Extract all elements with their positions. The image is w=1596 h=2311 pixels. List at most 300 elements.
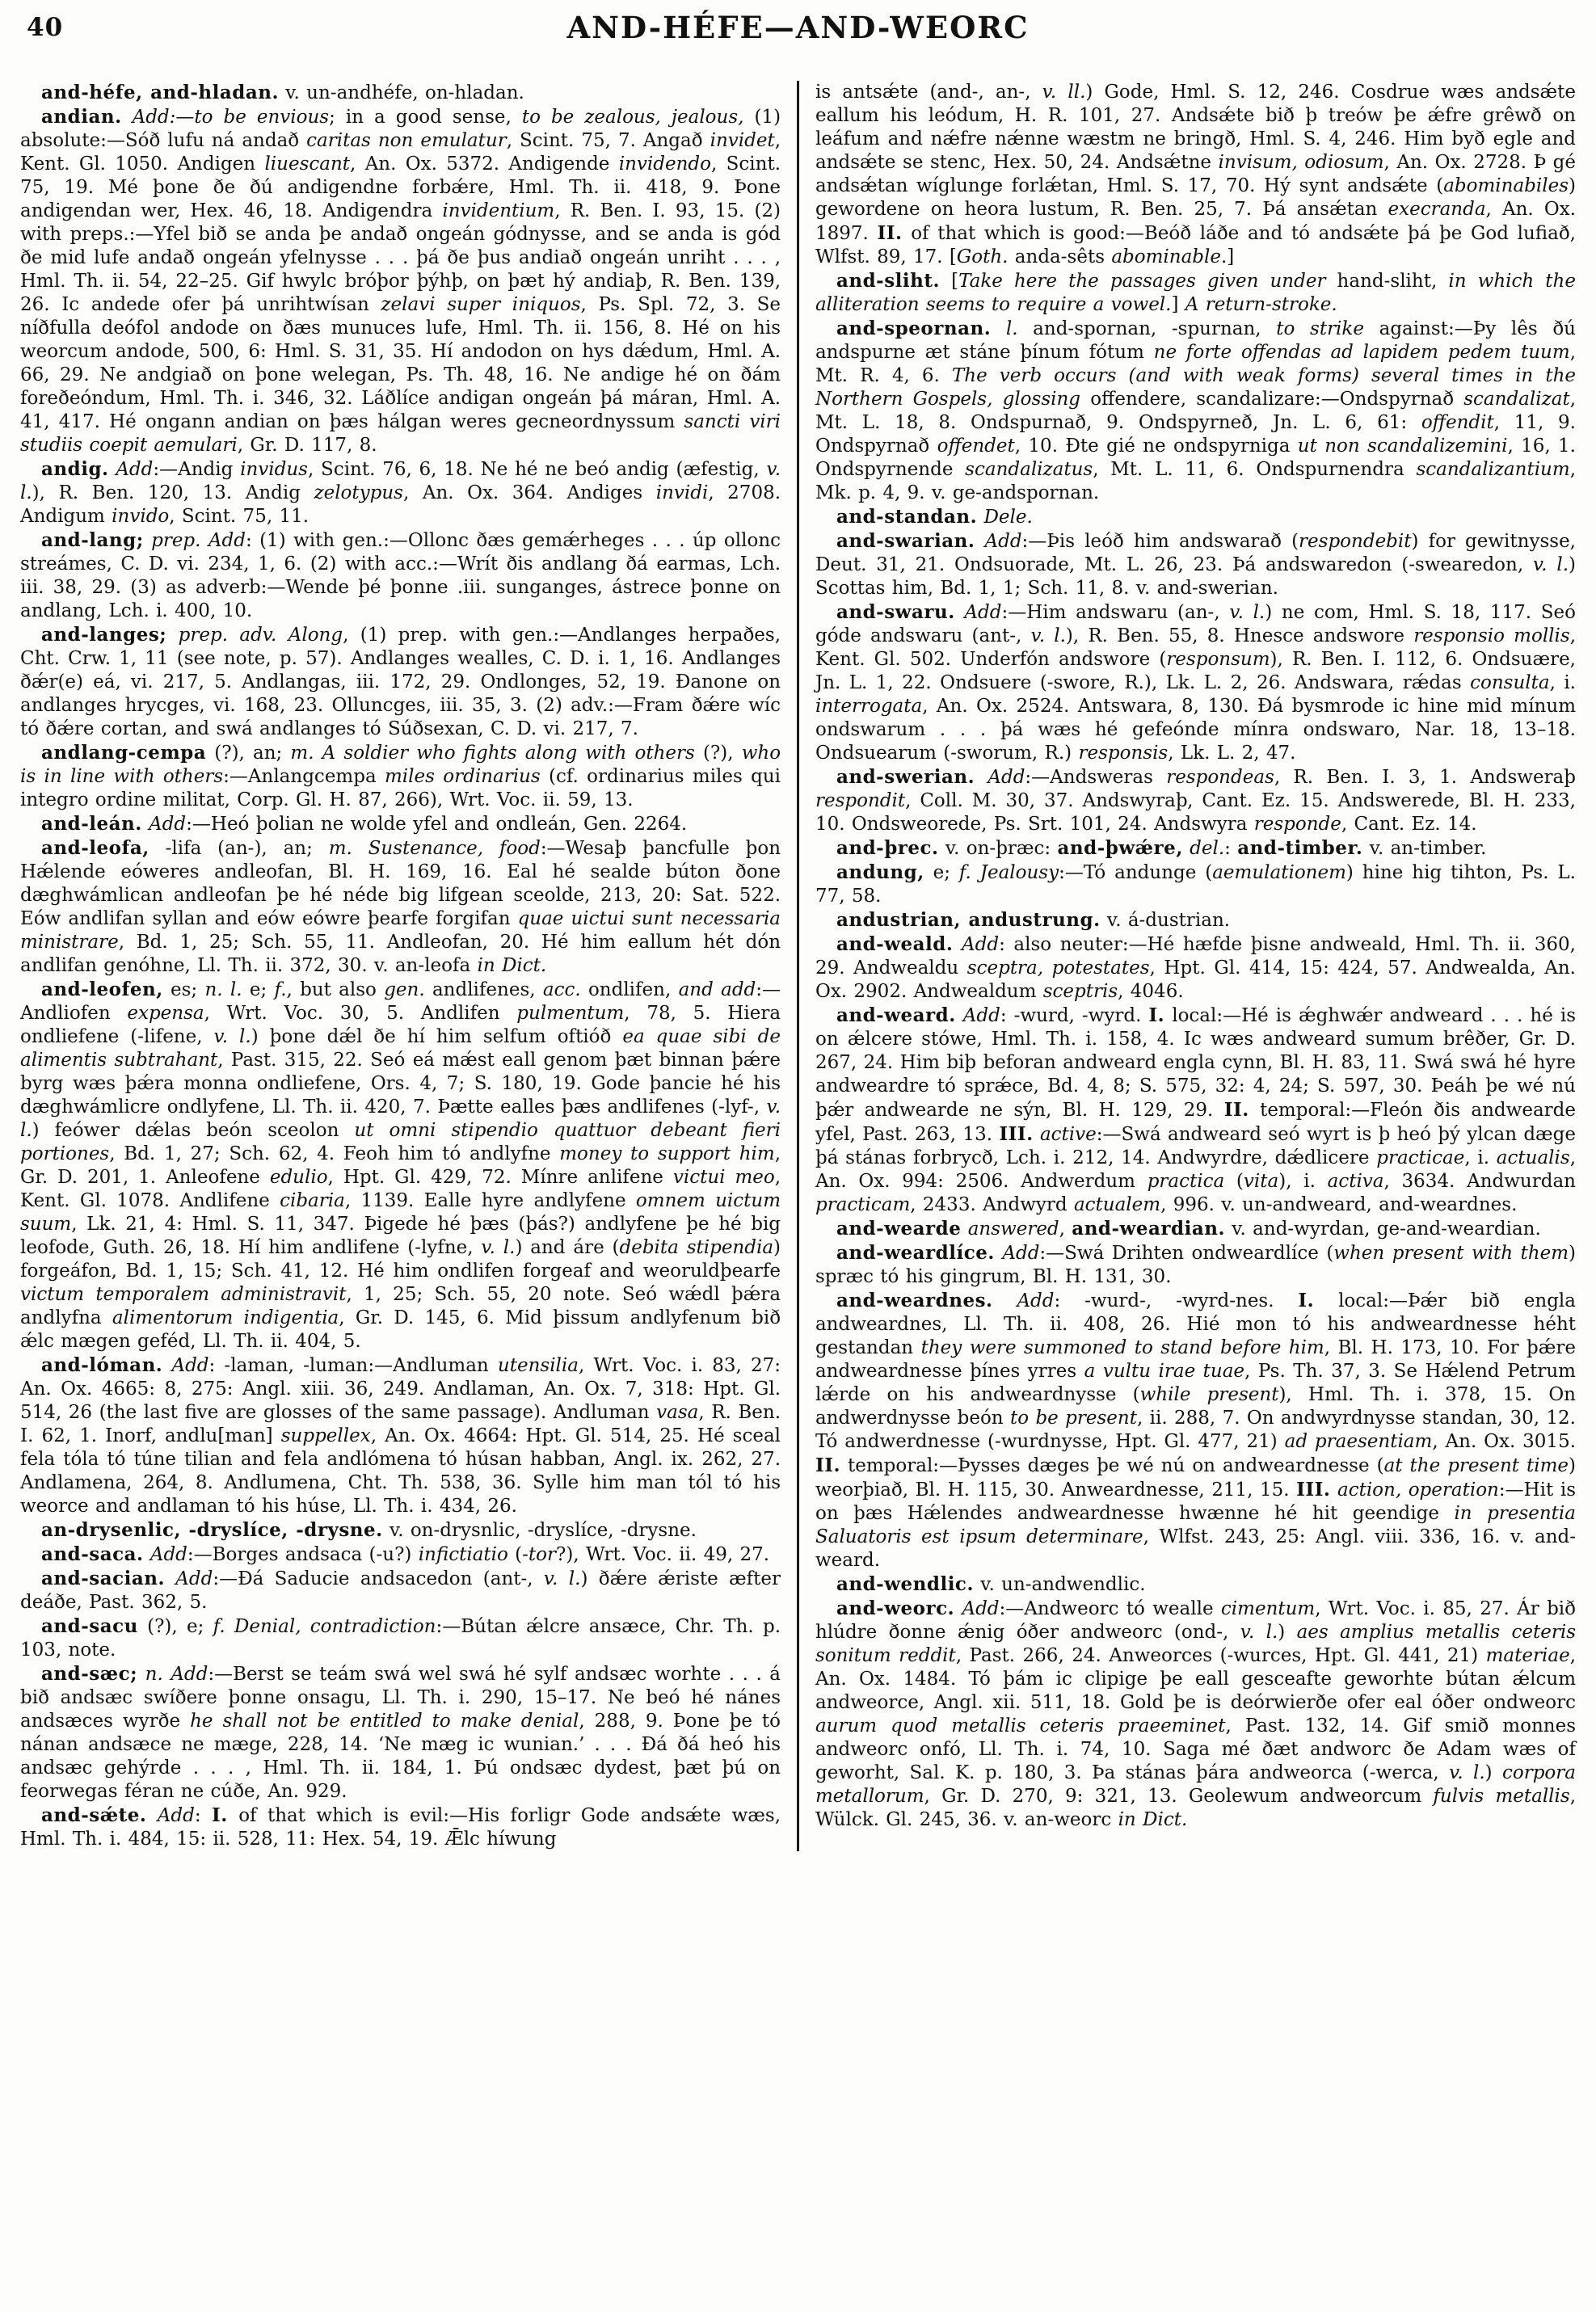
entry-italic-text: and add (678, 979, 756, 1000)
entry-italic-text: v. l. (1449, 1762, 1485, 1783)
entry-italic-text: ut non scandalizemini (1297, 436, 1508, 457)
entry-text: andlifenes, (424, 979, 543, 1000)
dictionary-entry (20, 623, 781, 741)
entry-headword: and-sacian. (41, 1568, 165, 1589)
entry-headword: I. (1148, 1004, 1165, 1026)
entry-italic-text: pulmentum (516, 1003, 625, 1024)
entry-italic-text: respondeas (1166, 767, 1274, 788)
entry-italic-text: Take here the passages given under (958, 271, 1326, 292)
entry-headword: II. (877, 222, 903, 244)
entry-headword: I. (1298, 1290, 1315, 1311)
entry-text: v. un-andhéfe, on-hladan. (278, 82, 524, 103)
entry-text: (?), (694, 743, 742, 764)
entry-italic-text: utensilia (497, 1355, 579, 1376)
entry-italic-text: corpora metallorum (815, 1762, 1576, 1807)
entry-text: , Past. 132, 14. Gif smið monnes andweorc onfó, Ll. Th. i. 74, 10. Saga mé ðæt andworc ðe Adam wæs of geworht, Sal. K. p. 180, 3. Þa stánas þára andweorca (-werca, (815, 1715, 1577, 1783)
page-header (20, 8, 1576, 63)
entry-italic-text: edulio (269, 1167, 328, 1188)
dictionary-entry (815, 529, 1576, 600)
entry-italic-text: while present (1139, 1384, 1279, 1405)
entry-headword: and-swerian. (836, 766, 975, 788)
entry-italic-text: Add (975, 531, 1022, 552)
entry-text: v. and-wyrdan, ge-and-weardian. (1224, 1219, 1541, 1240)
entry-text: (1) absolute:—Sóð lufu ná andað (20, 107, 781, 151)
entry-text: , 16, 1. Ondspyrnende (815, 436, 1576, 480)
entry-italic-text: Goth. (956, 246, 1009, 267)
entry-text: , Ps. Th. 37, 3. Se Hǽlend Petrum lǽrde on his andweardnysse ( (815, 1361, 1576, 1405)
entry-text: ( (507, 1544, 523, 1565)
entry-italic-text: activa (1327, 1171, 1384, 1192)
dictionary-entry (20, 457, 781, 528)
entry-text: , Scint. 75, 19. Mé þone ðe ðú andigendne forbǽre, Hml. Th. ii. 418, 9. Þone andigendan wer, Hex. 46, 18. Andigendra (20, 154, 781, 221)
entry-italic-text: Add (953, 934, 1000, 955)
entry-text: , Wrt. Voc. i. 83, 27: An. Ox. 4665: 8, 275: Angl. xiii. 36, 249. Andlaman, An. Ox. 7, 318: Hpt. Gl. 514, 26 (the last five are glosses of the same passage). Andluman (20, 1355, 781, 1423)
entry-italic-text: at the present time (1383, 1455, 1569, 1476)
dictionary-entry (20, 1518, 781, 1543)
entry-italic-text: vasa (656, 1402, 699, 1423)
dictionary-entry (815, 600, 1576, 765)
entry-italic-text: practica (1147, 1171, 1225, 1192)
entry-text: (cf. ordinarius miles qui integro ordine militat, Corp. Gl. H. 87, 266), Wrt. Voc. ii. 59, 13. (20, 766, 781, 810)
right-column (799, 81, 1576, 1851)
entry-text: ) hine hig tihton, Ps. L. 77, 58. (815, 862, 1576, 907)
dictionary-entry (815, 81, 1576, 269)
entry-text: against:—Þy lês ðú andspurne æt stáne þínum fótum (815, 318, 1576, 363)
entry-text: , Kent. Gl. 502. Underfón andswore ( (815, 625, 1577, 670)
entry-headword: and-þrec. (836, 837, 939, 859)
entry-italic-text: v. l. (213, 1026, 251, 1047)
entry-italic-text: Add (954, 1598, 1000, 1619)
entry-italic-text: money to support him (559, 1143, 775, 1164)
entry-text: : also neuter:—Hé hæfde þisne andweald, Hml. Th. ii. 360, 29. Andwealdu (815, 934, 1576, 979)
entry-italic-text: when present with them (1333, 1243, 1569, 1264)
dictionary-entry (20, 812, 781, 836)
dictionary-entry (815, 765, 1576, 836)
entry-text: ) gewordene on heora lustum, R. Ben. 25, 7. Þá ansǽtan (815, 175, 1576, 220)
entry-text: local:—Hé is ǽghwǽr andweard . . . hé is on ǽlcere stówe, Hml. Th. i. 158, 4. Ic wæs andweard sumum brêðer, Gr. D. 267, 24. Him biþ beforan andweard engla cynn, Bl. H. 83, 11. Swá swá hé hyre andweardre tó sprǽce, Bd. 4, 8; S. 575, 32: 4, 24; S. 597, 30. Þeáh þe wé nú þǽr andwearde ne sýn, Bl. H. 129, 29. (815, 1005, 1576, 1121)
entry-text: , Wrt. Voc. 30, 5. Andlifen (204, 1003, 517, 1024)
entry-italic-text: invidentium (442, 200, 555, 221)
dictionary-entry (815, 836, 1576, 861)
entry-text: :—Him andswaru (an-, (1001, 602, 1230, 623)
entry-headword: and-sǽte. (41, 1804, 147, 1826)
entry-headword: and-langes; (41, 624, 167, 646)
dictionary-entry (20, 741, 781, 812)
entry-text: , Scint. 76, 6, 18. Ne hé ne beó andig (æfestig, (307, 459, 767, 480)
entry-text: , (1059, 1219, 1072, 1240)
dictionary-entry (20, 81, 781, 105)
entry-text: , 2433. Andwyrd (910, 1194, 1074, 1215)
entry-italic-text: offendit (1421, 412, 1494, 433)
entry-headword: and-þwǽre, (1057, 837, 1183, 859)
entry-text: , Gr. D. 201, 1. Anleofene (20, 1143, 781, 1188)
entry-text: v. an-timber. (1362, 838, 1487, 859)
entry-text: : -wurd-, -wyrd-nes. (1054, 1290, 1299, 1311)
entry-headword: and-weard. (836, 1004, 956, 1026)
entry-text: es; (162, 979, 205, 1000)
entry-text: ), Hml. Th. i. 378, 15. On andwerdnysse beón (815, 1384, 1576, 1429)
dictionary-entry (815, 1004, 1576, 1217)
dictionary-entry (20, 978, 781, 1353)
entry-italic-text: f. Jealousy (958, 862, 1059, 883)
entry-italic-text: v. l. (1532, 554, 1569, 575)
dictionary-entry (815, 1241, 1576, 1289)
entry-text: , An. Ox. 5372. Andigende (350, 154, 619, 175)
dictionary-entry (20, 1353, 781, 1518)
dictionary-entry (20, 836, 781, 978)
entry-text: : (194, 1805, 213, 1826)
entry-headword: and-weorc. (836, 1597, 955, 1619)
entry-headword: and-weardnes. (836, 1290, 993, 1311)
entry-text: offendere, scandalizare:—Ondspyrnað (1080, 389, 1464, 410)
entry-headword: and-swarian. (836, 530, 975, 552)
entry-text: , Mt. L. 11, 6. Ondspurnendra (1093, 459, 1417, 480)
entry-text: ( (1224, 1171, 1244, 1192)
entry-text: , An. Ox. 1897. (815, 199, 1577, 244)
entry-italic-text: to be zealous, jealous, (521, 107, 744, 128)
entry-italic-text: prep. adv. Along (166, 625, 343, 646)
entry-headword: I. (212, 1804, 228, 1826)
dictionary-entry (20, 105, 781, 457)
entry-italic-text: m. Sustenance, food (328, 838, 541, 859)
entry-italic-text: to be present (1009, 1408, 1137, 1429)
entry-headword: and-weald. (836, 933, 954, 955)
entry-text: , 10. Ðte gié ne ondspyrniga (1014, 436, 1298, 457)
entry-text: :—Andliofen (20, 979, 781, 1024)
entry-text: -lifa (an-), an; (149, 838, 329, 859)
entry-text: ) þone dǽl ðe hí him selfum oftióð (251, 1026, 623, 1047)
page-number: 40 (27, 13, 64, 42)
entry-italic-text: f. Denial, contradiction (213, 1616, 436, 1637)
entry-headword: and-speornan. (836, 318, 992, 339)
entry-text: :—Tó andunge ( (1059, 862, 1213, 883)
entry-italic-text: active (1033, 1124, 1097, 1145)
entry-italic-text: quae uictui sunt necessaria ministrare (20, 908, 781, 953)
entry-text: , Wrt. Voc. i. 85, 27. Ár bið hlúdre ðonne ǽnig óðer andweorc (ond-, (815, 1598, 1576, 1643)
entry-text: , Scint. 75, 11. (169, 506, 310, 527)
entry-text: — (175, 107, 195, 128)
page-title: AND-HÉFE—AND-WEORC (566, 10, 1030, 45)
entry-italic-text: f. (274, 979, 287, 1000)
entry-italic-text: ea quae sibi de alimentis subtrahant (20, 1026, 781, 1071)
entry-italic-text: action, operation (1330, 1480, 1499, 1501)
dictionary-entry (815, 1597, 1576, 1832)
entry-italic-text: Add (146, 1805, 195, 1826)
entry-italic-text: expensa (127, 1003, 204, 1024)
entry-italic-text: offendet (937, 436, 1015, 457)
entry-text: , An. Ox. 3015. (1432, 1431, 1577, 1452)
entry-text: :—Swá Drihten ondweardlíce ( (1039, 1243, 1334, 1264)
entry-italic-text: abominabiles (1443, 175, 1569, 196)
entry-italic-text: del. (1182, 838, 1225, 859)
entry-italic-text: v. ll. (1042, 82, 1086, 103)
dictionary-entry (815, 1217, 1576, 1241)
entry-text: , Hpt. Gl. 429, 72. Mínre anlifene (327, 1167, 673, 1188)
entry-italic-text: ne forte offendas ad lapidem pedem tuum (1153, 342, 1570, 363)
entry-text: , R. Ben. I. 93, 15. (2) with preps.:—Yfel bið se anda þe andað ongeán gódnysse, and se anda is gód ðe mid lufe andað ongeán yfelnysse . . . þá ðe þus andiað ongeán unriht . . . , Hml. Th. ii. 54, 22–25. Gif hwylc bróþor þýhþ, on þæt hý andiaþ, R. Ben. 139, 26. Ic andede ofer þá unrihtwísan (20, 200, 781, 315)
entry-headword: and-leofen, (41, 979, 163, 1000)
entry-headword: and-sacu (41, 1615, 138, 1637)
entry-italic-text: respondebit (1299, 531, 1412, 552)
entry-italic-text: responsum (1166, 649, 1270, 670)
dictionary-entry (20, 1614, 781, 1662)
entry-text: and-spornan, -spurnan, (1017, 318, 1277, 339)
entry-italic-text: aes amplius metallis ceteris sonitum reddit (815, 1622, 1576, 1666)
entry-italic-text: Add (164, 1568, 213, 1589)
entry-text: :—Heó þolian ne wolde yfel and ondleán, Gen. 2264. (186, 814, 688, 835)
entry-italic-text: m. A soldier who fights along with others (290, 743, 695, 764)
dictionary-entry (20, 1567, 781, 1614)
entry-text: , Lk. L. 2, 47. (1168, 743, 1296, 764)
entry-italic-text: practicam (815, 1194, 911, 1215)
entry-italic-text: caritas non emulatur (306, 130, 507, 151)
entry-italic-text: to strike (1276, 318, 1364, 339)
entry-text: :—Ðá Saducie andsacedon (ant-, (213, 1568, 544, 1589)
entry-italic-text: invidendo (618, 154, 712, 175)
entry-text: v. un-andwendlic. (973, 1574, 1146, 1595)
entry-text: :—Andweorc tó wealle (999, 1598, 1221, 1619)
entry-text: , Gr. D. 117, 8. (237, 435, 377, 456)
entry-text: , 288, 9. Þone þe tó nánan andsæce ne mæge, 228, 14. ‘Ne mæg ic wunian.’ . . . Ðá ðá heó his andsæc gehýrde . . . , Hml. Th. ii. 184, 1. Þú ondsæc dydest, þæt þú on feorwegas féran ne cúðe, An. 929. (20, 1711, 781, 1802)
entry-text: , 1, 25; Sch. 55, 20 note. Seó wǽdl þǽra andlyfna (20, 1284, 781, 1328)
entry-text: ) (1278, 1622, 1297, 1643)
entry-text: ) ðǽre ǽriste æfter deáðe, Past. 362, 5. (20, 1568, 781, 1613)
entry-headword: and-wendlic. (836, 1573, 974, 1595)
entry-text: : -wurd, -wyrd. (1000, 1005, 1149, 1026)
entry-text: ) ne com, Hml. S. 18, 117. Seó góde andswaru (ant-, (815, 602, 1576, 646)
entry-italic-text: scandalizatus (965, 459, 1093, 480)
entry-headword: and-weardian. (1072, 1218, 1225, 1240)
entry-italic-text: Add (955, 1005, 1000, 1026)
text-columns (20, 81, 1576, 1851)
entry-text: , Mt. R. 4, 6. (815, 342, 1576, 386)
entry-text: , Ps. Spl. 72, 3. Se níðfulla deófol andode on ðæs munuces lufe, Hml. Th. ii. 156, 8. Hé on his weorcum andode, 500, 6: Hml. S. 31, 35. Hí andodon on hys dǽdum, Hml. A. 66, 29. Ne andgiað on þone welegan, Ps. Th. 48, 16. Ne andige hé on ðám foreðeóndum, Hml. Th. i. 346, 32. Láðlíce andigan ongeán þá máran, Hml. A. 41, 417. Hé ongann andian on þæs hálgan weres gecneordnyssum (20, 294, 781, 432)
entry-text: , An. Ox. 4664: Hpt. Gl. 514, 25. Hé sceal fela tóla tó túne tilian and fela andlómena tó húsan habban, Angl. ix. 262, 27. Andlamena, 264, 8. Andlumena, Cht. Th. 538, 36. Sylle him man tól tó his weorce and andlaman tó his húse, Ll. Th. i. 434, 26. (20, 1425, 781, 1517)
entry-text: , Mk. p. 4, 9. v. ge-andspornan. (815, 459, 1576, 503)
entry-italic-text: prep. Add (143, 530, 246, 551)
entry-italic-text: execranda (1388, 199, 1486, 220)
entry-text: , Bd. 1, 25; Sch. 55, 11. Andleofan, 20. Hé him eallum hét dón andlifan genóhne, Ll. Th. ii. 372, 30. v. an-leofa (20, 932, 781, 976)
entry-headword: and-leofa, (41, 837, 149, 859)
entry-headword: and-lang; (41, 529, 144, 551)
entry-text: ) for gewitnysse, Deut. 31, 21. Ondsuorade, Mt. L. 26, 23. Þá andswaredon (-swearedon, (815, 531, 1576, 575)
entry-italic-text: in Dict. (1118, 1809, 1188, 1830)
entry-italic-text: a vultu irae tuae (1084, 1361, 1245, 1382)
entry-italic-text: omnem uictum suum (20, 1190, 781, 1235)
entry-italic-text: aurum quod metallis ceteris praeeminet (815, 1715, 1226, 1736)
dictionary-entry (20, 1804, 781, 1851)
entry-italic-text: consulta (1470, 672, 1550, 693)
entry-italic-text: invido (112, 506, 170, 527)
entry-text: , 1139. Ealle hyre andlyfene (344, 1190, 636, 1211)
entry-text: of that which is evil:—His forligr Gode andsǽte wæs, Hml. Th. i. 484, 15: ii. 528, 11: Hex. 54, 19. Ǣlc híwung (20, 1805, 781, 1850)
entry-italic-text: Add: (121, 107, 176, 128)
entry-italic-text: scandalizantium (1416, 459, 1570, 480)
entry-headword: and-héfe, and-hladan. (41, 82, 279, 103)
entry-italic-text: A return-stroke. (1185, 294, 1337, 315)
entry-text: , Gr. D. 270, 9: 321, 13. Geolewum andweorcum (924, 1786, 1434, 1807)
entry-text: , Scint. 75, 7. Angað (506, 130, 710, 151)
entry-text: v. á-dustrian. (1100, 910, 1231, 931)
entry-italic-text: cibaria (280, 1190, 345, 1211)
entry-text: , Lk. 21, 4: Hml. S. 11, 347. Þigede hé þæs (þás?) andlyfene þe hé big leofode, Guth. 26, 18. Hí him andlifene (-lyfne, (20, 1214, 781, 1258)
entry-italic-text: Add (975, 767, 1025, 788)
entry-text: v. on-þræc: (938, 838, 1058, 859)
entry-italic-text: Add (992, 1290, 1055, 1311)
entry-italic-text: actualis (1496, 1147, 1570, 1168)
entry-italic-text: to be envious (194, 107, 330, 128)
entry-text: is antsǽte (and-, an-, (815, 82, 1042, 103)
entry-text: ) weorþiað, Bl. H. 115, 30. Anweardnesse, 211, 15. (815, 1455, 1576, 1501)
entry-text: e; (242, 979, 275, 1000)
dictionary-entry (815, 269, 1576, 317)
entry-italic-text: sceptra, potestates (966, 958, 1150, 979)
entry-text: , but also (286, 979, 385, 1000)
entry-headword: andian. (41, 106, 122, 128)
entry-headword: and-leán. (41, 813, 142, 835)
entry-text: , Wülck. Gl. 245, 36. v. an-weorc (815, 1786, 1576, 1830)
entry-headword: and-standan. (836, 506, 978, 528)
entry-text: , 78, 5. Hiera ondliefene (-lifene, (20, 1003, 781, 1047)
entry-text: :—Hit is on þæs Hǽlendes andweardnesse hwænne hé hit geendige (815, 1480, 1576, 1524)
entry-italic-text: materiae (1485, 1645, 1570, 1666)
entry-text: : -laman, -luman:—Andluman (208, 1355, 498, 1376)
entry-headword: III. (1296, 1479, 1331, 1501)
entry-text: ) forgeáfon, Bd. 1, 15; Sch. 41, 12. Hé him ondlifen forgeaf and weoruldþearfe (20, 1237, 781, 1282)
entry-italic-text: he shall not be entitled to make denial (190, 1711, 579, 1732)
entry-text: , ii. 288, 7. On andwyrdnysse standan, 30, 12. Tó andwerdnesse (-wurdnysse, Hpt. Gl. 477, 21) (815, 1408, 1576, 1452)
entry-italic-text: in which the alliteration seems to require a vowel. (815, 271, 1576, 315)
entry-italic-text: actualem (1073, 1194, 1161, 1215)
entry-text: :—Anlangcempa (223, 766, 385, 787)
entry-text: (?), an; (206, 743, 291, 764)
entry-headword: II. (1223, 1099, 1249, 1121)
entry-italic-text: Add (141, 814, 187, 835)
entry-text: , Wlfst. 243, 25: Angl. viii. 336, 16. v. and-weard. (815, 1526, 1577, 1571)
entry-text: :—Bútan ǽlcre ansæce, Chr. Th. p. 103, note. (20, 1616, 781, 1661)
entry-italic-text: v. l. (20, 1097, 781, 1141)
entry-italic-text: invidi (655, 482, 709, 503)
entry-italic-text: abominable (1111, 246, 1221, 267)
entry-text: , An. Ox. 2728. Þ gé andsǽtan wíglunge forlǽtan, Hml. S. 17, 70. Hý synt andsǽte ( (815, 152, 1577, 196)
entry-italic-text: v. l. (481, 1237, 516, 1258)
entry-headword: andlang-cempa (41, 742, 207, 764)
entry-italic-text: victum temporalem administravit (20, 1284, 347, 1305)
entry-headword: and-swaru. (836, 601, 955, 623)
entry-italic-text: sancti viri studiis coepit aemulari (20, 411, 781, 456)
entry-italic-text: suppellex (280, 1425, 371, 1446)
entry-italic-text: v. l. (1229, 602, 1265, 623)
entry-text: ondlifen, (580, 979, 679, 1000)
entry-text: ) (1484, 1762, 1502, 1783)
entry-italic-text: n. l. (204, 979, 242, 1000)
dictionary-entry (815, 317, 1576, 505)
entry-italic-text: sceptris (1042, 981, 1118, 1002)
entry-italic-text: invidus (240, 459, 308, 480)
entry-text: anda-sêts (1008, 246, 1112, 267)
entry-text: , An. Ox. 994: 2506. Andwerdum (815, 1147, 1576, 1192)
entry-italic-text: victui meo (672, 1167, 775, 1188)
entry-italic-text: responsis (1078, 743, 1169, 764)
entry-text: , 2708. Andigum (20, 482, 781, 527)
entry-headword: andung, (836, 861, 924, 883)
entry-text: ) Gode, Hml. S. 12, 246. Cosdrue wæs andsǽte eallum his leódum, H. R. 101, 27. Andsǽte bið þ treów þe ǽfre grêwð on leáfum and nǽfre nǽnne wæstm ne bringð, Hml. S. 4, 246. Him byð egle and andsǽte se stenc, Hex. 50, 24. Andsǽtne (815, 82, 1577, 173)
entry-italic-text: The verb occurs (and with weak forms) several times in the Northern Gospels, glossing (815, 365, 1576, 410)
entry-italic-text: fulvis metallis (1433, 1786, 1570, 1807)
entry-headword: andustrian, andustrung. (836, 909, 1101, 931)
entry-text: , An. Ox. 2524. Antswara, 8, 130. Ðá bysmrode ic hine mid mínum ondswarum . . . þá wæs hé gefeónde mínra ondswaro, Nar. 18, 13–18. Ondsuearum (-sworum, R.) (815, 696, 1576, 764)
entry-italic-text: in presentia Saluatoris est ipsum determinare (815, 1503, 1576, 1547)
entry-text: :—Swá andweard seó wyrt is þ heó þý ylcan dæge þá stánas forbrycð, Lch. i. 212, 14. Andwyrdre, dǽdlicere (815, 1124, 1576, 1168)
dictionary-entry (815, 1572, 1576, 1597)
entry-text: , Past. 266, 24. Anweorces (-wurces, Hpt. Gl. 441, 21) (955, 1645, 1486, 1666)
dictionary-entry (20, 528, 781, 623)
entry-text: temporal:—Þysses dæges þe wé nú on andweardnesse ( (840, 1455, 1384, 1476)
entry-italic-text: Add (162, 1355, 209, 1376)
dictionary-entry (20, 1662, 781, 1804)
entry-text: ) spræc tó his gingrum, Bl. H. 131, 30. (815, 1243, 1576, 1287)
entry-text: : (1224, 838, 1238, 859)
entry-headword: and-timber. (1237, 837, 1363, 859)
entry-text: , i. (1464, 1147, 1497, 1168)
entry-italic-text: v. l. (1030, 625, 1066, 646)
entry-text: (?), e; (137, 1616, 213, 1637)
entry-text: :—Berst se teám swá wel swá hé sylf andsæc worhte . . . á bið andsæc swíðere þonne onsagu, Ll. Th. i. 290, 15–17. Ne beó hé nánes andsæces wyrðe (20, 1664, 781, 1732)
entry-italic-text: who is in line with others (20, 743, 781, 787)
entry-text: ) Scottas him, Bd. 1, 1; Sch. 11, 8. v. and-swerian. (815, 554, 1576, 599)
entry-italic-text: in Dict. (477, 955, 547, 976)
entry-headword: and-saca. (41, 1543, 144, 1565)
entry-headword: and-sæc; (41, 1663, 138, 1685)
entry-italic-text: v. l. (20, 459, 781, 503)
dictionary-entry (815, 505, 1576, 529)
entry-text: ] (1171, 294, 1185, 315)
dictionary-entry (815, 1289, 1576, 1572)
entry-text: :—Wesaþ þancfulle þon Hǽlende eóweres andleofan, Bl. H. 169, 16. Eal hé sealde búton ðone dæghwámlican andleofan þe hé néde big lifgean sceolde, 213, 20: Sat. 522. Eów andlifan syllan and eów eówre þearfe forgifan (20, 838, 781, 929)
entry-text: :—Þis leóð him andswarað ( (1021, 531, 1299, 552)
entry-text: , An. Ox. 1484. Tó þám ic clipige þe eall gesceafte geworhte bútan ǽlcum andweorce, Angl. xii. 511, 18. Gold þe is deórwierðe ofer eal óðer ondweorc (815, 1645, 1576, 1713)
entry-italic-text: responsio mollis (1413, 625, 1570, 646)
entry-italic-text: acc. (542, 979, 581, 1000)
entry-italic-text: infictiatio (418, 1544, 508, 1565)
entry-italic-text: liuescant (264, 154, 351, 175)
entry-italic-text: vita (1243, 1171, 1279, 1192)
dictionary-entry (20, 1543, 781, 1567)
entry-italic-text: n. Add (137, 1664, 208, 1685)
dictionary-entry (815, 932, 1576, 1004)
entry-italic-text: debita stipendia (619, 1237, 774, 1258)
entry-text: , R. Ben. I. 3, 1. Andsweraþ (1274, 767, 1576, 788)
entry-text: ) feówer dǽlas beón sceolon (32, 1120, 355, 1141)
entry-text: , 3634. Andwurdan (1383, 1171, 1576, 1192)
entry-italic-text: -tor (522, 1544, 557, 1565)
entry-italic-text: they were summoned to stand before him (920, 1337, 1324, 1358)
dictionary-entry (815, 861, 1576, 908)
entry-text: temporal:—Fleón ðis andwearde yfel, Past. 263, 13. (815, 1100, 1576, 1145)
entry-italic-text: l. (991, 318, 1018, 339)
entry-headword: an-drysenlic, -dryslíce, -drysne. (41, 1519, 383, 1541)
entry-text: , Coll. M. 30, 37. Andswyraþ, Cant. Ez. 15. Andswerede, Bl. H. 233, 10. Ondsweorede, Ps. Srt. 101, 24. Andswyra (815, 790, 1576, 835)
entry-text: , (1) prep. with gen.:—Andlanges herpaðes, Cht. Crw. 1, 11 (see note, p. 57). Andlanges wealles, C. D. i. 1, 16. Andlanges ðǽr(e) eá, vi. 217, 5. Andlangas, iii. 172, 29. Ondlonges, 52, 19. Ðanone on andlanges hrycges, vi. 168, 23. Olluncges, iii. 35, 3. (2) adv.:—Fram ðǽre wíc tó ðǽre cortan, and swá andlanges tó Súðsexan, C. D. vi. 217, 7. (20, 625, 781, 739)
dictionary-entry (815, 908, 1576, 932)
entry-italic-text: practicae (1376, 1147, 1465, 1168)
entry-italic-text: Add (108, 459, 154, 480)
entry-text: , i. (1549, 672, 1576, 693)
entry-headword: and-lóman. (41, 1354, 163, 1376)
entry-headword: and-wearde (836, 1218, 962, 1240)
entry-headword: and-sliht. (836, 270, 940, 292)
entry-italic-text: Add (954, 602, 1002, 623)
